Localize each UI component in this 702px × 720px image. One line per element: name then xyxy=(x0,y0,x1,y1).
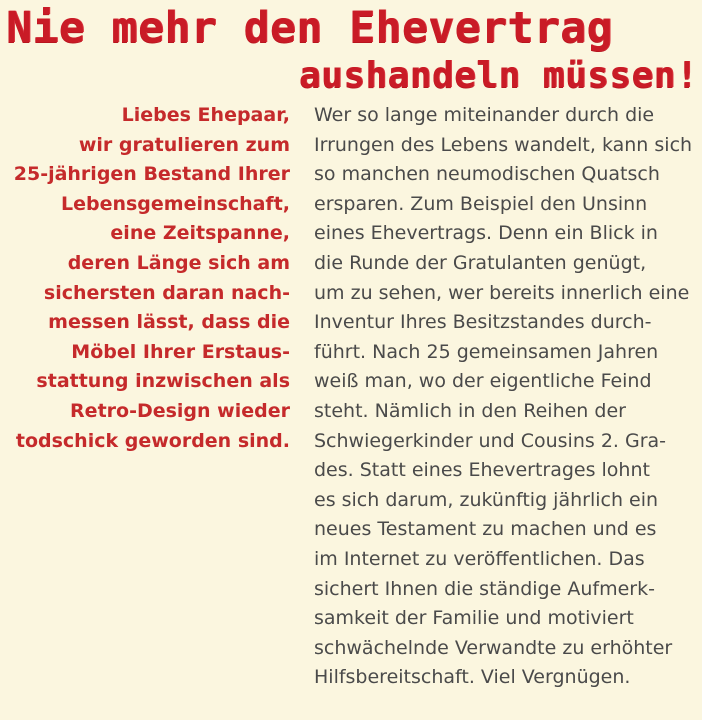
intro-paragraph xyxy=(8,101,290,456)
intro-line: deren Länge sich am xyxy=(67,251,290,274)
body-line: weiß man, wo der eigentliche Feind xyxy=(314,370,652,393)
intro-line: Möbel Ihrer Erstaus- xyxy=(71,340,290,363)
intro-line: messen lässt, dass die xyxy=(48,311,290,334)
body-line: es sich darum, zukünftig jährlich ein xyxy=(314,488,659,511)
body-line: um zu sehen, wer bereits innerlich eine xyxy=(314,281,690,304)
body-line: so manchen neumodischen Quatsch xyxy=(314,163,660,186)
intro-line: eine Zeitspanne, xyxy=(110,222,290,245)
body-line: im Internet zu veröffentlichen. Das xyxy=(314,547,645,570)
body-line: Hilfsbereitschaft. Viel Vergnügen. xyxy=(314,666,631,689)
intro-line: Retro-Design wieder xyxy=(70,399,290,422)
body-line: Irrungen des Lebens wandelt, kann sich xyxy=(314,133,693,156)
intro-line: stattung inzwischen als xyxy=(36,370,290,393)
body-line: samkeit der Familie und motiviert xyxy=(314,607,634,630)
intro-line: sichersten daran nach- xyxy=(43,281,290,304)
intro-line: Lebensgemeinschaft, xyxy=(60,192,290,215)
body-line: führt. Nach 25 gemeinsamen Jahren xyxy=(314,340,659,363)
intro-line: todschick geworden sind. xyxy=(15,429,290,452)
body-line: eines Ehevertrags. Denn ein Blick in xyxy=(314,222,658,245)
intro-line: 25-jährigen Bestand Ihrer xyxy=(13,163,290,186)
body-line: die Runde der Gratulanten genügt, xyxy=(314,251,647,274)
intro-line: Liebes Ehepaar, xyxy=(121,104,290,126)
headline-line-2: aushandeln müssen! xyxy=(298,55,698,96)
intro-line: wir gratulieren zum xyxy=(78,133,290,156)
body-paragraph xyxy=(314,101,698,693)
body-line: neues Testament zu machen und es xyxy=(314,518,657,541)
body-line: Wer so lange miteinander durch die xyxy=(314,104,655,126)
headline-line-1: Nie mehr den Ehevertrag xyxy=(6,3,613,53)
body-line: Inventur Ihres Besitzstandes durch- xyxy=(314,311,652,334)
body-line: steht. Nämlich in den Reihen der xyxy=(314,399,626,422)
body-line: schwächelnde Verwandte zu erhöhter xyxy=(314,636,673,659)
body-line: des. Statt eines Ehevertrages lohnt xyxy=(314,459,650,482)
body-line: sichert Ihnen die ständige Aufmerk- xyxy=(314,577,655,600)
body-line: ersparen. Zum Beispiel den Unsinn xyxy=(314,192,648,215)
body-line: Schwiegerkinder und Cousins 2. Gra- xyxy=(314,429,667,452)
